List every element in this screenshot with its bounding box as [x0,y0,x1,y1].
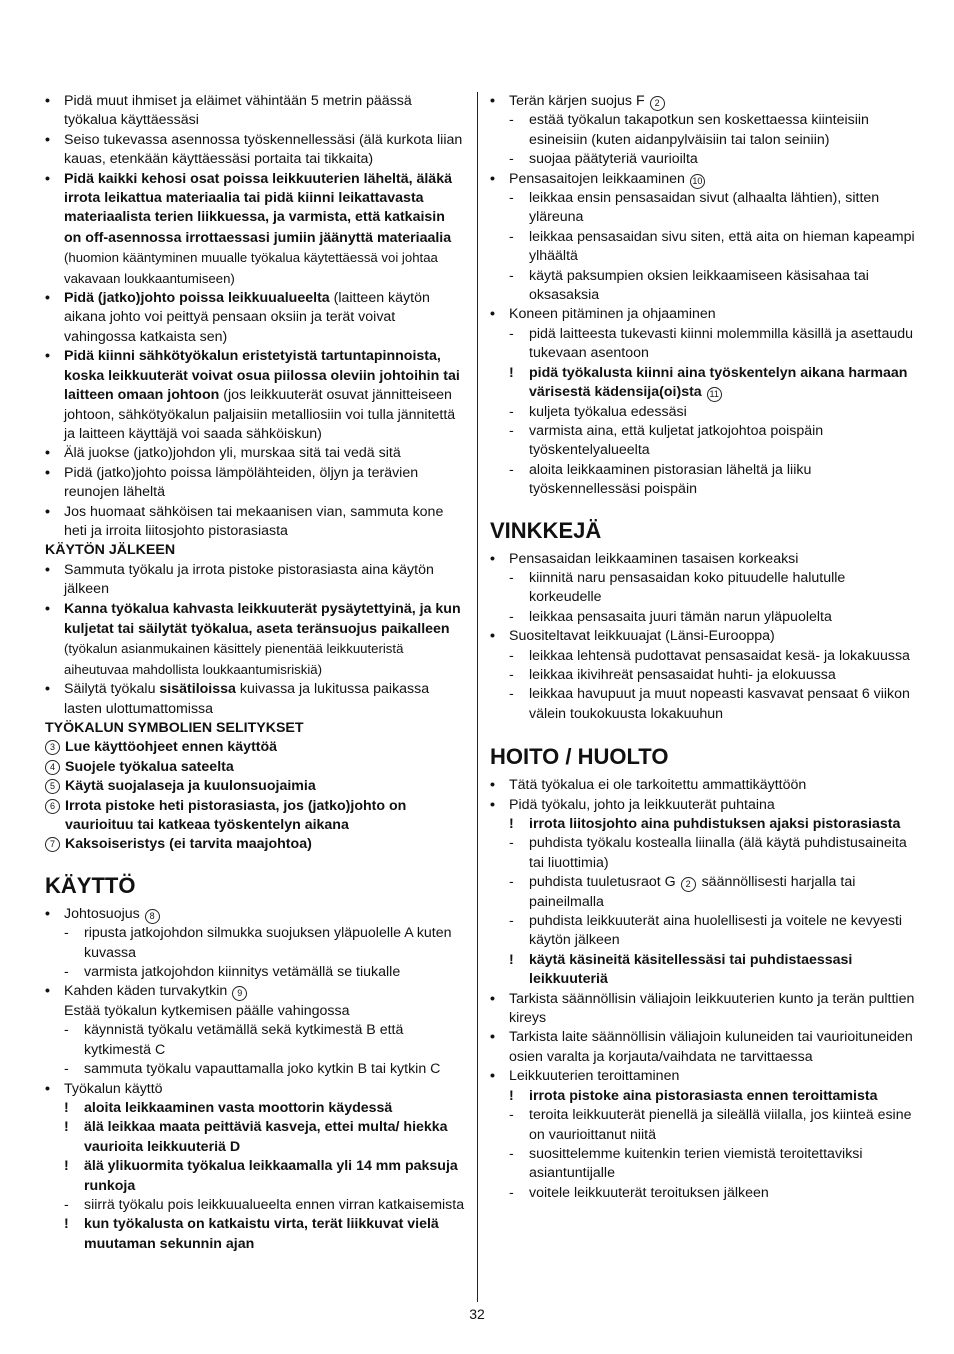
dash-icon: - [509,325,514,342]
item-text: pidä työkalusta kiinni aina työskentelyn aikana harmaan värisestä kädensija(oi)sta [529,364,908,401]
sub-item [490,912,915,951]
warning-icon: ! [64,1119,69,1136]
bold-text: Kanna työkalua kahvasta leikkuuterät pysäytettyinä, ja kun kuljetat tai säilytät työkalua, aseta teränsuojus paikalleen [64,600,461,637]
sub-item [490,461,915,500]
item-text: Kahden käden turvakytkin [64,983,232,1000]
sub-item [45,1021,465,1060]
section-title-kaytto: KÄYTTÖ [45,872,136,898]
item-text: suosittelemme kuitenkin terien viemistä teroitettaviksi asiantuntijalle [529,1145,863,1182]
dash-icon: - [509,1145,514,1162]
item-text: estää työkalun takapotkun sen koskettaessa kiinteisiin esineisiin (kuten aidanpylväisiin tai talon seiniin) [529,112,869,148]
usage-list [490,92,915,500]
figure-ref-icon: 3 [45,740,60,755]
list-item [490,776,915,795]
bullet-icon: • [45,290,50,307]
sub-item [490,189,915,228]
item-text: kun työkalusta on katkaistu virta, terät liikkuvat vielä muutaman sekunnin ajan [84,1216,439,1252]
bullet-icon: • [45,131,50,148]
figure-ref-icon: 11 [707,387,722,402]
sub-item [490,325,915,364]
item-text: käytä paksumpien oksien leikkaamiseen käsisahaa tai oksasaksia [529,267,869,304]
item-text: (jos leikkuuterät osuvat jännitteiseen johtoon, sähkötyökalun paljaisiin metalliosiin voi tulla jännitettä ja laitteen käyttäjä voi saada sähköiskun) [64,387,456,442]
item-text: pidä laitteesta tukevasti kiinni molemmilla käsillä ja asettaudu tukevaan asentoon [529,325,914,362]
list-item [45,680,465,719]
list-item [490,550,915,569]
subheading: TYÖKALUN SYMBOLIEN SELITYKSET [45,720,304,736]
bullet-icon: • [45,1080,50,1097]
vinkkeja-list [490,550,915,725]
item-text: leikkaa pensasaidan sivu siten, että aita on hieman kapeampi ylhäältä [529,228,915,265]
list-item [490,170,915,189]
warning-item [45,1157,465,1196]
warning-icon: ! [509,1087,514,1104]
bullet-icon: • [490,93,495,109]
left-column [45,92,465,1254]
item-text: Terän kärjen suojus F [509,93,649,109]
bullet-icon: • [490,550,495,567]
item-text: kuivassa ja lukitussa paikassa lasten ulottumattomissa [64,681,430,717]
item-text: leikkaa ikivihreät pensasaidat huhti- ja elokuussa [529,666,836,683]
dash-icon: - [509,228,514,245]
symbol-item [45,758,465,777]
bullet-icon: • [490,1068,495,1085]
sub-item [490,422,915,461]
symbol-text: Suojele työkalua sateelta [65,758,234,775]
figure-ref-icon: 6 [45,799,60,814]
paragraph [45,1002,465,1021]
sub-item [490,1184,915,1203]
bold-text: Pidä kiinni sähkötyökalun eristetyistä tartuntapinnoista, koska leikkuuterät voivat osua piilossa oleviin johtoihin tai laitteen omaan johtoon [64,348,460,404]
list-item [45,600,465,681]
symbol-item [45,797,465,836]
bullet-icon: • [490,796,495,813]
item-text: käytä käsineitä käsitellessäsi tai puhdistaessasi leikkuuteriä [529,951,853,988]
sub-item [490,1106,915,1145]
bullet-icon: • [45,983,50,1000]
dash-icon: - [509,1184,514,1201]
item-text: Pensasaitojen leikkaaminen [509,170,689,187]
sub-item [490,685,915,724]
list-item [45,982,465,1001]
bullet-icon: • [45,561,50,578]
page-number: 32 [469,1306,485,1322]
item-text: aloita leikkaaminen vasta moottorin käydessä [84,1099,393,1116]
item-text: voitele leikkuuterät teroituksen jälkeen [529,1184,769,1201]
list-item [45,347,465,444]
list-item [490,796,915,815]
item-text: leikkaa havupuut ja muut nopeasti kasvavat pensaat 6 viikon välein toukokuusta lokakuuhun [529,686,910,722]
symbol-text: Lue käyttöohjeet ennen käyttöä [65,739,278,756]
item-text: Työkalun käyttö [64,1080,163,1097]
item-text: Sammuta työkalu ja irrota pistoke pistorasiasta aina käytön jälkeen [64,561,434,598]
bullet-icon: • [45,600,50,617]
sub-item [45,924,465,963]
warning-item [45,1099,465,1118]
item-text: Johtosuojus [64,905,144,922]
safety-list [45,92,465,855]
item-text: suojaa päätyteriä vaurioilta [529,151,698,168]
sub-item [45,963,465,982]
item-text: Pidä työkalu, johto ja leikkuuterät puhtaina [509,796,775,813]
item-text: puhdista työkalu kostealla liinalla (älä käytä puhdistusaineita tai liuottimia) [529,835,907,871]
list-item [45,289,465,347]
dash-icon: - [509,666,514,683]
warning-item [45,1118,465,1157]
sub-item [490,150,915,169]
right-column [490,92,915,1203]
item-text: Pidä muut ihmiset ja eläimet vähintään 5 metrin päässä työkalua käyttäessäsi [64,93,412,129]
bullet-icon: • [490,628,495,645]
figure-ref-icon: 5 [45,779,60,794]
list-item [45,503,465,542]
bullet-icon: • [45,93,50,109]
dash-icon: - [509,267,514,284]
dash-icon: - [64,1022,69,1039]
list-item [45,561,465,600]
symbol-text: Kaksoiseristys (ei tarvita maajohtoa) [65,836,312,853]
list-item [490,1067,915,1086]
sub-item [490,267,915,306]
sub-item [490,1145,915,1184]
dash-icon: - [509,569,514,586]
warning-item [45,1215,465,1254]
figure-ref-icon: 2 [650,96,665,111]
dash-icon: - [509,874,514,891]
item-text: säännöllisesti harjalla tai paineilmalla [529,874,856,910]
subheading: KÄYTÖN JÄLKEEN [45,542,176,559]
dash-icon: - [509,913,514,930]
dash-icon: - [64,925,69,942]
bullet-icon: • [45,464,50,481]
bullet-icon: • [45,445,50,462]
item-text: Tätä työkalua ei ole tarkoitettu ammattikäyttöön [509,777,807,794]
item-text: (laitteen käytön aikana johto voi peittyä pensaan oksiin ja terät voivat vahingossa katkaista sen) [64,290,430,345]
dash-icon: - [509,608,514,625]
list-item [45,170,465,289]
warning-icon: ! [64,1216,69,1233]
note-text: (työkalun asianmukainen käsittely pienentää leikkuuteristä aiheutuvaa mahdollista loukkaantumisriskiä) [64,641,404,677]
symbol-item [45,738,465,757]
kaytto-list [45,905,465,1254]
item-text: Tarkista laite säännöllisin väliajoin kuluneiden tai vaurioituneiden osien varalta ja korjauta/vaihdata ne tarvittaessa [509,1029,913,1065]
item-text: Älä juokse (jatko)johdon yli, murskaa sitä tai vedä sitä [64,445,401,462]
warning-item [490,815,915,834]
item-text: käynnistä työkalu vetämällä sekä kytkimestä B että kytkimestä C [84,1022,404,1058]
sub-item [490,228,915,267]
item-text: leikkaa lehtensä pudottavat pensasaidat kesä- ja lokakuussa [529,647,910,664]
dash-icon: - [509,422,514,439]
list-item [45,444,465,463]
bullet-icon: • [45,905,50,922]
item-text: leikkaa pensasaita juuri tämän narun yläpuolelta [529,608,832,625]
sub-item [490,647,915,666]
symbol-item [45,777,465,796]
list-item [490,1028,915,1067]
dash-icon: - [509,1107,514,1124]
list-item [45,92,465,131]
item-text: Säilytä työkalu [64,681,160,698]
item-text: sammuta työkalu vapauttamalla joko kytkin B tai kytkin C [84,1061,441,1078]
item-text: aloita leikkaaminen pistorasian läheltä ja liiku työskennellessäsi poispäin [529,461,812,498]
warning-icon: ! [509,951,514,968]
bold-text: sisätiloissa [159,681,236,698]
dash-icon: - [509,151,514,168]
dash-icon: - [509,190,514,207]
dash-icon: - [509,647,514,664]
list-item [490,627,915,646]
item-text: teroita leikkuuterät pienellä ja sileällä viilalla, jos kiinteä esine on vaurioittanut niitä [529,1107,912,1143]
dash-icon: - [509,112,514,129]
hoito-list [490,776,915,1203]
section-title-vinkkeja: VINKKEJÄ [490,517,602,543]
note-text: (huomion kääntyminen muualle työkalua käytettäessä voi johtaa vakavaan loukkaantumiseen) [64,250,438,286]
item-text: älä ylikuormita työkalua leikkaamalla yli 14 mm paksuja runkoja [84,1158,458,1194]
figure-ref-icon: 4 [45,760,60,775]
bullet-icon: • [490,170,495,187]
list-item [45,131,465,170]
item-text: irrota pistoke aina pistorasiasta ennen teroittamista [529,1087,878,1104]
bullet-icon: • [490,306,495,323]
symbol-text: Käytä suojalaseja ja kuulonsuojaimia [65,778,316,795]
symbol-text: Irrota pistoke heti pistorasiasta, jos (jatko)johto on vaurioituu tai katkeaa työskentelyn aikana [65,797,407,834]
list-item [490,305,915,324]
symbol-item [45,835,465,854]
item-text: Pensasaidan leikkaaminen tasaisen korkeaksi [509,550,799,567]
dash-icon: - [509,835,514,852]
item-text: varmista jatkojohdon kiinnitys vetämällä se tiukalle [84,964,401,981]
item-text: puhdista leikkuuterät aina huolellisesti ja voitele ne kevyesti käytön jälkeen [529,913,903,949]
item-text: Seiso tukevassa asennossa työskennellessäsi (älä kurkota liian kauas, etenkään käyttäessäsi portaita tai tikkaita) [64,131,463,168]
sub-item [490,666,915,685]
list-item [45,1080,465,1099]
item-text: Jos huomaat sähköisen tai mekaanisen vian, sammuta kone heti ja irroita liitosjohto pistorasiasta [64,503,444,539]
bullet-icon: • [490,990,495,1007]
warning-icon: ! [509,364,514,381]
item-text: älä leikkaa maata peittäviä kasveja, ettei multa/ hiekka vaurioita leikkuuteriä D [84,1119,448,1155]
list-item [490,990,915,1029]
list-item [490,92,915,111]
item-text: Estää työkalun kytkemisen päälle vahingossa [64,1002,350,1019]
bold-text: Pidä kaikki kehosi osat poissa leikkuuterien läheltä, äläkä irrota leikattua materiaalia tai pidä kiinni leikattavasta materiaalista terien liikkuessa, ja varmista, että katkaisin on off-asennossa irrottaessasi jumiin jäänyttä materiaalia [64,170,452,246]
bold-text: Pidä (jatko)johto poissa leikkuualueelta [64,290,330,307]
item-text: Leikkuuterien teroittaminen [509,1068,680,1085]
warning-icon: ! [509,816,514,832]
bullet-icon: • [45,170,50,187]
figure-ref-icon: 2 [681,877,696,892]
warning-item [490,1087,915,1106]
sub-item [490,111,915,150]
figure-ref-icon: 9 [232,986,247,1001]
bullet-icon: • [45,681,50,698]
dash-icon: - [64,1061,69,1078]
sub-item [490,834,915,873]
column-divider [477,92,478,1302]
item-text: Tarkista säännöllisin väliajoin leikkuuterien kunto ja terän pulttien kireys [509,990,915,1027]
figure-ref-icon: 7 [45,837,60,852]
dash-icon: - [509,461,514,478]
item-text: ripusta jatkojohdon silmukka suojuksen yläpuolelle A kuten kuvassa [84,925,452,961]
sub-item [490,873,915,912]
list-item [45,905,465,924]
sub-item [45,1196,465,1215]
warning-item [490,364,915,403]
figure-ref-icon: 10 [690,174,705,189]
item-text: kuljeta työkalua edessäsi [529,403,687,420]
dash-icon: - [64,964,69,981]
figure-ref-icon: 8 [145,909,160,924]
sub-item [45,1060,465,1079]
sub-item [490,608,915,627]
bullet-icon: • [490,777,495,794]
list-item [45,464,465,503]
item-text: siirrä työkalu pois leikkuualueelta ennen virran katkaisemista [84,1196,465,1213]
section-title-hoito: HOITO / HUOLTO [490,744,669,770]
dash-icon: - [509,686,514,703]
item-text: Suositeltavat leikkuuajat (Länsi-Eurooppa) [509,628,775,645]
item-text: varmista aina, että kuljetat jatkojohtoa poispäin työskentelyalueelta [529,422,824,459]
item-text: irrota liitosjohto aina puhdistuksen ajaksi pistorasiasta [529,816,901,832]
bullet-icon: • [45,348,50,365]
sub-item [490,569,915,608]
item-text: kiinnitä naru pensasaidan koko pituudelle halutulle korkeudelle [529,569,846,606]
warning-icon: ! [64,1158,69,1175]
item-text: puhdista tuuletusraot G [529,874,680,891]
bullet-icon: • [45,503,50,520]
sub-item [490,403,915,422]
item-text: leikkaa ensin pensasaidan sivut (alhaalta lähtien), sitten yläreuna [529,190,880,226]
dash-icon: - [509,403,514,420]
bullet-icon: • [490,1029,495,1046]
dash-icon: - [64,1196,69,1213]
item-text: Pidä (jatko)johto poissa lämpölähteiden, öljyn ja terävien reunojen läheltä [64,464,419,501]
warning-icon: ! [64,1099,69,1116]
warning-item [490,951,915,990]
item-text: Koneen pitäminen ja ohjaaminen [509,306,716,323]
